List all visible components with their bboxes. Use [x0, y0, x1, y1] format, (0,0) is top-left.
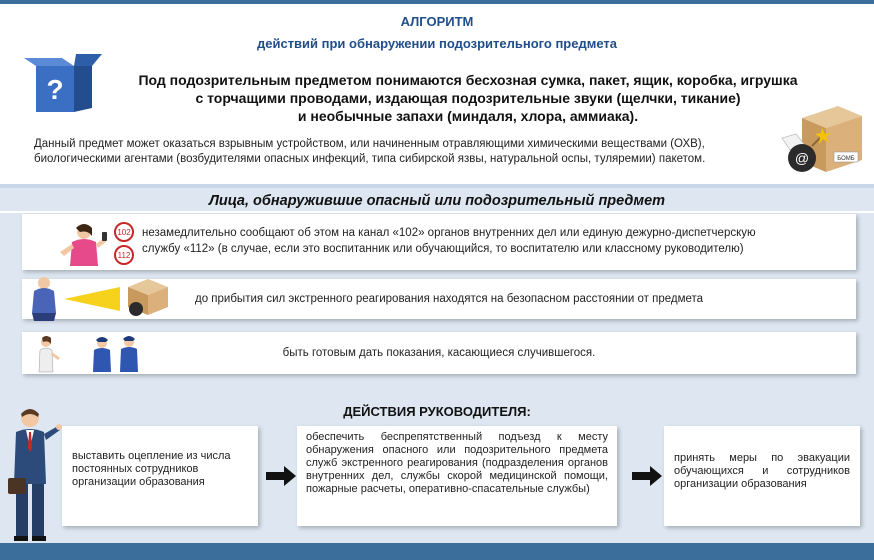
action-cordon: выставить оцепление из числа постоянных сотрудников организации образования: [62, 426, 258, 526]
action-evacuation: принять меры по эвакуации обучающихся и сотрудников организации образования: [664, 426, 860, 526]
arrow-right-icon: [266, 466, 296, 486]
danger-line: Данный предмет может оказаться взрывным устройством, или начиненным отравляющими химическими веществами (ОХВ),: [34, 138, 705, 150]
definition-line: Под подозрительным предметом понимаются бесхозная сумка, пакет, ящик, коробка, игрушка: [138, 72, 798, 88]
safe-distance-icon: [24, 273, 184, 321]
step-text: незамедлительно сообщают об этом на канал «102» органов внутренних дел или единую дежурно-диспетчерскую службу «112» (в случае, если это воспитанник или обучающийся, то воспитателю или классному руководителю): [142, 227, 756, 255]
top-bar: [0, 0, 874, 4]
parcel-bomb-icon: [774, 100, 868, 178]
manager-icon: [6, 404, 64, 542]
manager-title: ДЕЙСТВИЯ РУКОВОДИТЕЛЯ:: [343, 404, 531, 419]
question-mark: ?: [46, 74, 64, 105]
badge-102: 102: [117, 228, 131, 237]
step-card-report: [22, 214, 856, 270]
page-subtitle: действий при обнаружении подозрительного предмета: [256, 36, 617, 51]
arrow-right-icon: [632, 466, 662, 486]
definition-line: и необычные запахи (миндаля, хлора, аммиака).: [297, 108, 639, 124]
question-box-icon: [18, 50, 114, 114]
svg-text:БОМБ: БОМБ: [837, 156, 855, 162]
danger-description: [34, 137, 774, 167]
section-divider: [0, 184, 874, 188]
page-title: АЛГОРИТМ: [400, 14, 474, 29]
step-text: быть готовым дать показания, касающиеся случившегося.: [282, 347, 596, 359]
definition-line: с торчащими проводами, издающая подозрительные звуки (щелчки, тикание): [195, 90, 741, 106]
svg-text:@: @: [794, 150, 810, 166]
bottom-bar: [0, 543, 874, 560]
danger-line: биологическими агентами (возбудителями опасных инфекций, типа сибирской язвы, натуральной оспы, туляремии) пакетом.: [34, 153, 706, 165]
step-card-distance: [22, 279, 856, 319]
section-rule: [0, 211, 874, 213]
action-access: обеспечить беспрепятственный подъезд к месту обнаружения опасного или подозрительного предмета служб экстренного реагирования (подразделения органов внутренних дел, службы скорой медицинской помощи, пожарные расчеты, оперативно-спасательные службы): [297, 426, 617, 526]
definition: [118, 71, 818, 125]
step-card-testimony: [22, 332, 856, 374]
persons-title: Лица, обнаружившие опасный или подозрительный предмет: [208, 193, 666, 209]
step-text: до прибытия сил экстренного реагирования находятся на безопасном расстоянии от предмета: [195, 293, 704, 305]
woman-phone-icon: [40, 218, 150, 268]
badge-112: 112: [117, 251, 131, 260]
